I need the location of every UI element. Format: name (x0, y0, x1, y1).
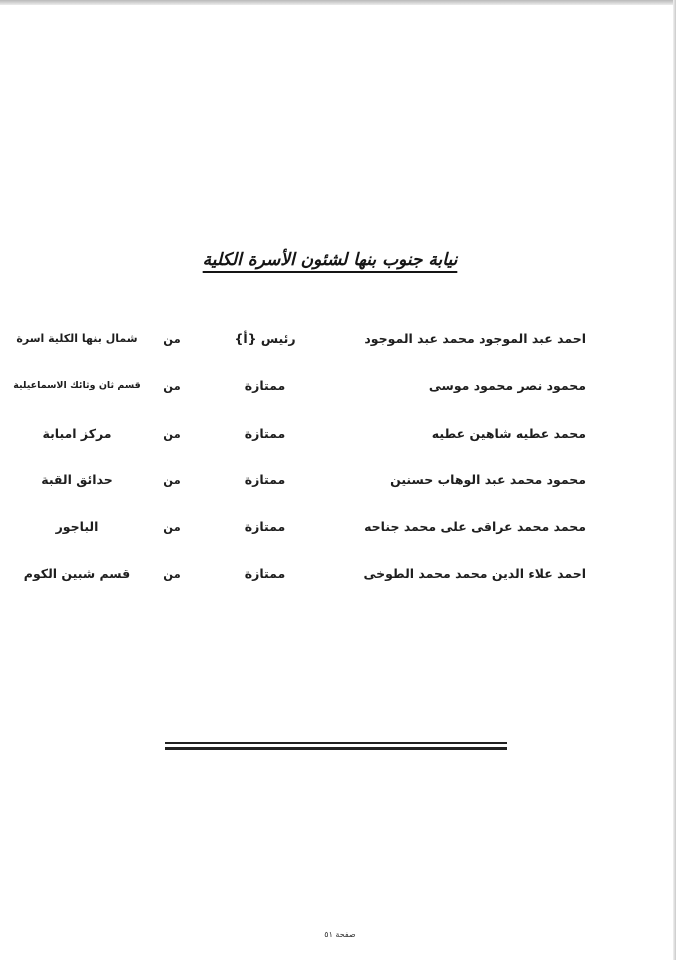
member-grade: ممتازة (244, 519, 286, 534)
member-grade: رئيس {أ} (234, 331, 296, 346)
member-grade: ممتازة (244, 472, 286, 487)
page-top-edge (0, 0, 676, 5)
member-name: احمد علاء الدين محمد محمد الطوخى (363, 566, 586, 581)
member-origin: مركز امبابة (42, 426, 112, 441)
member-grade: ممتازة (244, 426, 286, 441)
member-name: احمد عبد الموجود محمد عبد الموجود (364, 331, 586, 346)
member-name: محمود نصر محمود موسى (428, 378, 586, 393)
member-origin: شمال بنها الكلية اسرة (16, 332, 138, 345)
member-grade: ممتازة (244, 566, 286, 581)
member-origin: حدائق القبة (41, 472, 113, 487)
from-word: من (163, 332, 181, 346)
table-row (0, 562, 676, 586)
table-row (0, 468, 676, 492)
table-row (0, 422, 676, 446)
table-row (0, 515, 676, 539)
page-number: صفحة ٥١ (324, 930, 356, 939)
from-word: من (163, 379, 181, 393)
member-origin: قسم شبين الكوم (23, 566, 131, 581)
member-name: محمد عطيه شاهين عطيه (431, 426, 586, 441)
member-name: محمود محمد عبد الوهاب حسنين (390, 472, 586, 487)
from-word: من (163, 427, 181, 441)
from-word: من (163, 567, 181, 581)
member-origin: الباجور (55, 519, 99, 534)
table-row (0, 374, 676, 398)
member-grade: ممتازة (244, 378, 286, 393)
double-rule-divider (165, 742, 507, 752)
table-row (0, 327, 676, 351)
page-title: نيابة جنوب بنها لشئون الأسرة الكلية (202, 250, 458, 270)
from-word: من (163, 473, 181, 487)
from-word: من (163, 520, 181, 534)
member-name: محمد محمد عراقى على محمد جناحه (364, 519, 586, 534)
member-origin: قسم ثان وثائك الاسماعيلية (13, 380, 141, 391)
